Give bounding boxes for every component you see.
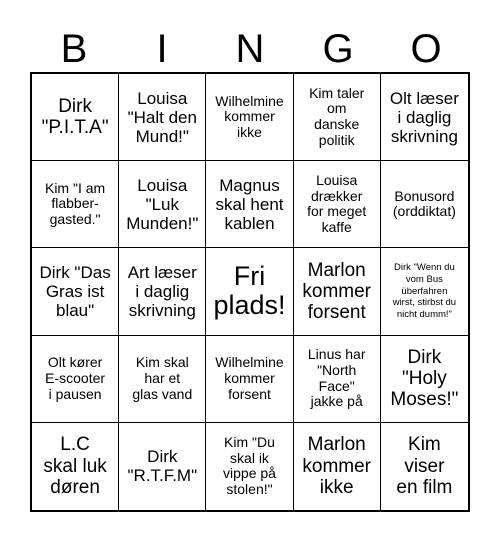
bingo-cell-r1-c3[interactable]: Wilhelmine kommer ikke: [206, 74, 293, 161]
bingo-cell-r3-c5[interactable]: Dirk "Wenn du vom Bus überfahren wirst, stirbst du nicht dumm!": [381, 248, 468, 335]
bingo-cell-r1-c4[interactable]: Kim taler om danske politik: [294, 74, 381, 161]
bingo-cell-r2-c5[interactable]: Bonusord (orddiktat): [381, 161, 468, 248]
header-letter-b: B: [60, 27, 88, 71]
bingo-cell-r4-c1[interactable]: Olt kører E-scooter i pausen: [32, 336, 119, 423]
bingo-cell-r5-c2[interactable]: Dirk "R.T.F.M": [119, 423, 206, 510]
bingo-cell-r3-c2[interactable]: Art læser i daglig skrivning: [119, 248, 206, 335]
bingo-cell-r2-c1[interactable]: Kim "I am flabber- gasted.": [32, 161, 119, 248]
header-letter-n: N: [235, 27, 265, 71]
bingo-cell-r1-c2[interactable]: Louisa "Halt den Mund!": [119, 74, 206, 161]
bingo-cell-free-space[interactable]: Fri plads!: [206, 248, 293, 335]
bingo-cell-r5-c5[interactable]: Kim viser en film: [396, 434, 453, 499]
bingo-board: [30, 72, 470, 512]
bingo-cell-r3-c1[interactable]: Dirk "Das Gras ist blau": [32, 248, 119, 335]
bingo-cell-r5-c1[interactable]: L.C skal luk døren: [32, 423, 119, 510]
bingo-cell-r4-c3[interactable]: Wilhelmine kommer forsent: [206, 336, 293, 423]
header-letter-i: I: [156, 27, 168, 71]
header-letter-g: G: [322, 27, 354, 71]
bingo-cell-r2-c3[interactable]: Magnus skal hent kablen: [206, 161, 293, 248]
header-letter-o: O: [410, 27, 442, 71]
bingo-cell-r5-c3[interactable]: Kim "Du skal ik vippe på stolen!": [206, 423, 293, 510]
bingo-cell-r1-c5[interactable]: Olt læser i daglig skrivning: [381, 74, 468, 161]
bingo-cell-r1-c1[interactable]: Dirk "P.I.T.A": [32, 74, 119, 161]
bingo-cell-r4-c2[interactable]: Kim skal har et glas vand: [119, 336, 206, 423]
bingo-cell-r2-c2[interactable]: Louisa "Luk Munden!": [119, 161, 206, 248]
bingo-cell-r5-c4[interactable]: Marlon kommer ikke: [294, 423, 381, 510]
bingo-cell-r4-c5[interactable]: Dirk "Holy Moses!": [381, 336, 468, 423]
bingo-cell-r4-c4[interactable]: Linus har "North Face" jakke på: [294, 336, 381, 423]
bingo-cell-r3-c4[interactable]: Marlon kommer forsent: [294, 248, 381, 335]
bingo-header: [30, 22, 470, 76]
bingo-cell-r2-c4[interactable]: Louisa drækker for meget kaffe: [294, 161, 381, 248]
